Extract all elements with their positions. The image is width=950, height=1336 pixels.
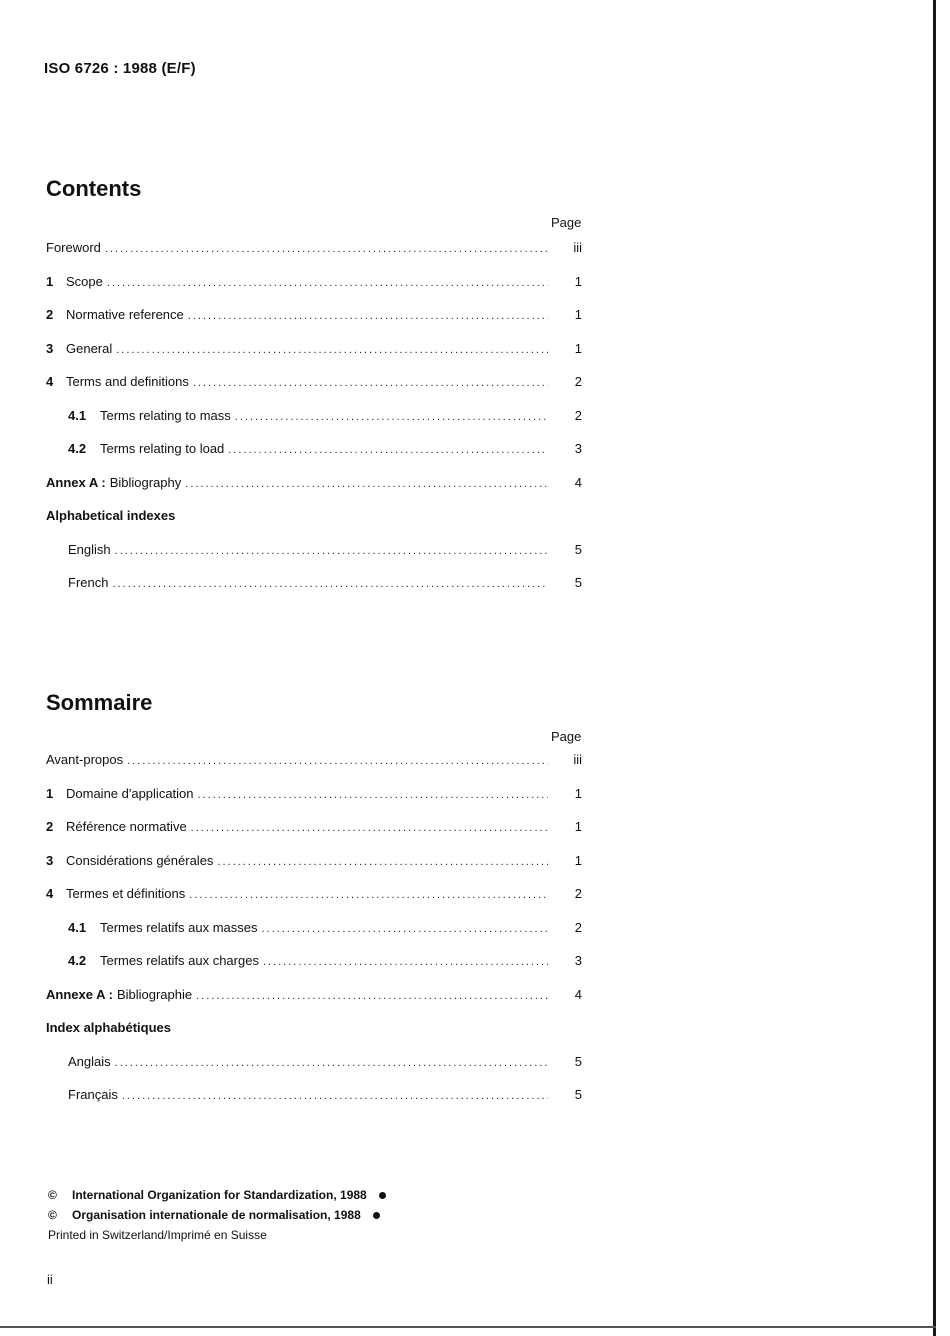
toc-entry-number: 4.2 <box>68 953 87 968</box>
toc-entry-terms-definitions[interactable] <box>46 374 582 408</box>
toc-entry-title: Foreword <box>46 240 101 255</box>
toc-entry-considerations[interactable] <box>46 853 582 887</box>
contents-title: Contents <box>46 176 142 201</box>
sommaire-page-label: Page <box>551 729 582 744</box>
dot-leader <box>105 240 548 258</box>
toc-entry-number: 2 <box>46 819 54 834</box>
toc-entry-number: 3 <box>46 852 54 868</box>
dot-leader <box>127 752 548 770</box>
toc-entry-page: 5 <box>574 541 582 557</box>
toc-entry-termes-masses[interactable] <box>46 920 582 954</box>
toc-entry-page: 2 <box>574 407 582 423</box>
toc-entry-title: Termes relatifs aux masses <box>100 919 258 935</box>
toc-entry-number: 1 <box>46 785 54 801</box>
printed-in: Printed in Switzerland/Imprimé en Suisse <box>48 1228 267 1242</box>
dot-leader <box>122 1087 548 1105</box>
toc-entry-terms-load[interactable] <box>46 441 582 475</box>
toc-entry-reference-normative[interactable] <box>46 819 582 853</box>
toc-entry-number: 4 <box>46 886 54 901</box>
toc-entry-annexe-a[interactable] <box>46 987 582 1021</box>
copyright-icon: © <box>48 1208 57 1222</box>
toc-entry-normative-reference[interactable] <box>46 307 582 341</box>
toc-entry-page: 4 <box>574 474 582 490</box>
standard-reference: ISO 6726 : 1988 (E/F) <box>44 60 196 77</box>
toc-entry-title: Domaine d'application <box>66 785 194 801</box>
toc-entry-number: 2 <box>46 307 54 322</box>
toc-entry-avant-propos[interactable] <box>46 752 582 786</box>
toc-entry-terms-mass[interactable] <box>46 408 582 442</box>
toc-entry-title: Termes relatifs aux charges <box>100 953 259 968</box>
contents-toc <box>46 240 582 609</box>
toc-entry-domaine[interactable] <box>46 786 582 820</box>
toc-entry-title: French <box>68 575 109 590</box>
toc-entry-page: 5 <box>574 575 582 590</box>
toc-entry-number: Annexe A : <box>46 986 113 1002</box>
toc-entry-number: 3 <box>46 340 54 356</box>
bullet-icon <box>379 1192 386 1199</box>
toc-entry-termes-definitions[interactable] <box>46 886 582 920</box>
toc-entry-anglais[interactable] <box>46 1054 582 1088</box>
toc-entry-page: 1 <box>574 273 582 289</box>
dot-leader <box>185 475 548 493</box>
dot-leader <box>107 274 548 292</box>
toc-entry-title: Alphabetical indexes <box>46 508 176 523</box>
toc-entry-title: Normative reference <box>66 307 184 322</box>
toc-entry-number: 4.2 <box>68 441 87 456</box>
toc-entry-number: 4 <box>46 374 54 389</box>
copyright-line-en <box>48 1185 386 1205</box>
toc-entry-title: Scope <box>66 273 103 289</box>
toc-entry-page: 1 <box>574 852 582 868</box>
toc-entry-foreword[interactable] <box>46 240 582 274</box>
dot-leader <box>115 542 548 560</box>
toc-entry-page: 1 <box>574 307 582 322</box>
dot-leader <box>235 408 548 426</box>
toc-entry-title: Anglais <box>68 1053 111 1069</box>
dot-leader <box>115 1054 548 1072</box>
dot-leader <box>188 307 548 325</box>
dot-leader <box>116 341 548 359</box>
toc-entry-page: 1 <box>574 785 582 801</box>
sommaire-title: Sommaire <box>46 690 153 715</box>
toc-entry-page: 5 <box>574 1053 582 1069</box>
toc-entry-page: 2 <box>574 886 582 901</box>
toc-entry-page: 1 <box>574 819 582 834</box>
toc-entry-termes-charges[interactable] <box>46 953 582 987</box>
toc-entry-index-alphabetiques <box>46 1020 582 1054</box>
dot-leader <box>198 786 548 804</box>
toc-entry-title: Termes et définitions <box>66 886 186 901</box>
toc-entry-number: Annex A : <box>46 474 106 490</box>
copyright-icon: © <box>48 1188 57 1202</box>
toc-entry-alphabetical-indexes <box>46 508 582 542</box>
toc-entry-title: Français <box>68 1087 118 1102</box>
toc-entry-english[interactable] <box>46 542 582 576</box>
toc-entry-scope[interactable] <box>46 274 582 308</box>
toc-entry-page: iii <box>573 240 582 255</box>
page-edge-right <box>933 0 936 1336</box>
dot-leader <box>112 575 548 593</box>
toc-entry-title: Avant-propos <box>46 752 124 767</box>
toc-entry-annex-a[interactable] <box>46 475 582 509</box>
page-number: ii <box>47 1272 53 1287</box>
dot-leader <box>189 886 548 904</box>
page-edge-bottom <box>0 1326 936 1328</box>
toc-entry-title: Terms relating to mass <box>100 407 231 423</box>
copyright-text-en: International Organization for Standardization, 1988 <box>72 1188 367 1202</box>
toc-entry-title: English <box>68 541 111 557</box>
toc-entry-page: 4 <box>574 986 582 1002</box>
toc-entry-number: 1 <box>46 273 54 289</box>
toc-entry-number: 4.1 <box>68 919 87 935</box>
contents-page-label: Page <box>551 215 582 230</box>
copyright-line-fr <box>48 1205 386 1225</box>
toc-entry-page: 3 <box>574 441 582 456</box>
toc-entry-francais[interactable] <box>46 1087 582 1121</box>
toc-entry-title: Considérations générales <box>66 852 214 868</box>
toc-entry-title: Terms relating to load <box>100 441 225 456</box>
toc-entry-title: Bibliography <box>109 474 182 490</box>
toc-entry-page: 5 <box>574 1087 582 1102</box>
copyright-text-fr: Organisation internationale de normalisation, 1988 <box>72 1208 361 1222</box>
toc-entry-title: Bibliographie <box>116 986 193 1002</box>
dot-leader <box>228 441 548 459</box>
dot-leader <box>217 853 548 871</box>
toc-entry-page: 2 <box>574 374 582 389</box>
toc-entry-number: 4.1 <box>68 407 87 423</box>
toc-entry-title: General <box>66 340 113 356</box>
dot-leader <box>193 374 548 392</box>
toc-entry-title: Index alphabétiques <box>46 1020 171 1035</box>
toc-entry-general[interactable] <box>46 341 582 375</box>
bullet-icon <box>373 1212 380 1219</box>
sommaire-toc <box>46 752 582 1121</box>
toc-entry-page: 1 <box>574 340 582 356</box>
toc-entry-title: Terms and definitions <box>66 374 189 389</box>
toc-entry-french[interactable] <box>46 575 582 609</box>
toc-entry-page: iii <box>573 752 582 767</box>
dot-leader <box>196 987 548 1005</box>
toc-entry-title: Référence normative <box>66 819 187 834</box>
toc-entry-page: 2 <box>574 919 582 935</box>
dot-leader <box>263 953 548 971</box>
dot-leader <box>262 920 549 938</box>
dot-leader <box>191 819 548 837</box>
copyright-footer <box>48 1185 386 1245</box>
toc-entry-page: 3 <box>574 953 582 968</box>
